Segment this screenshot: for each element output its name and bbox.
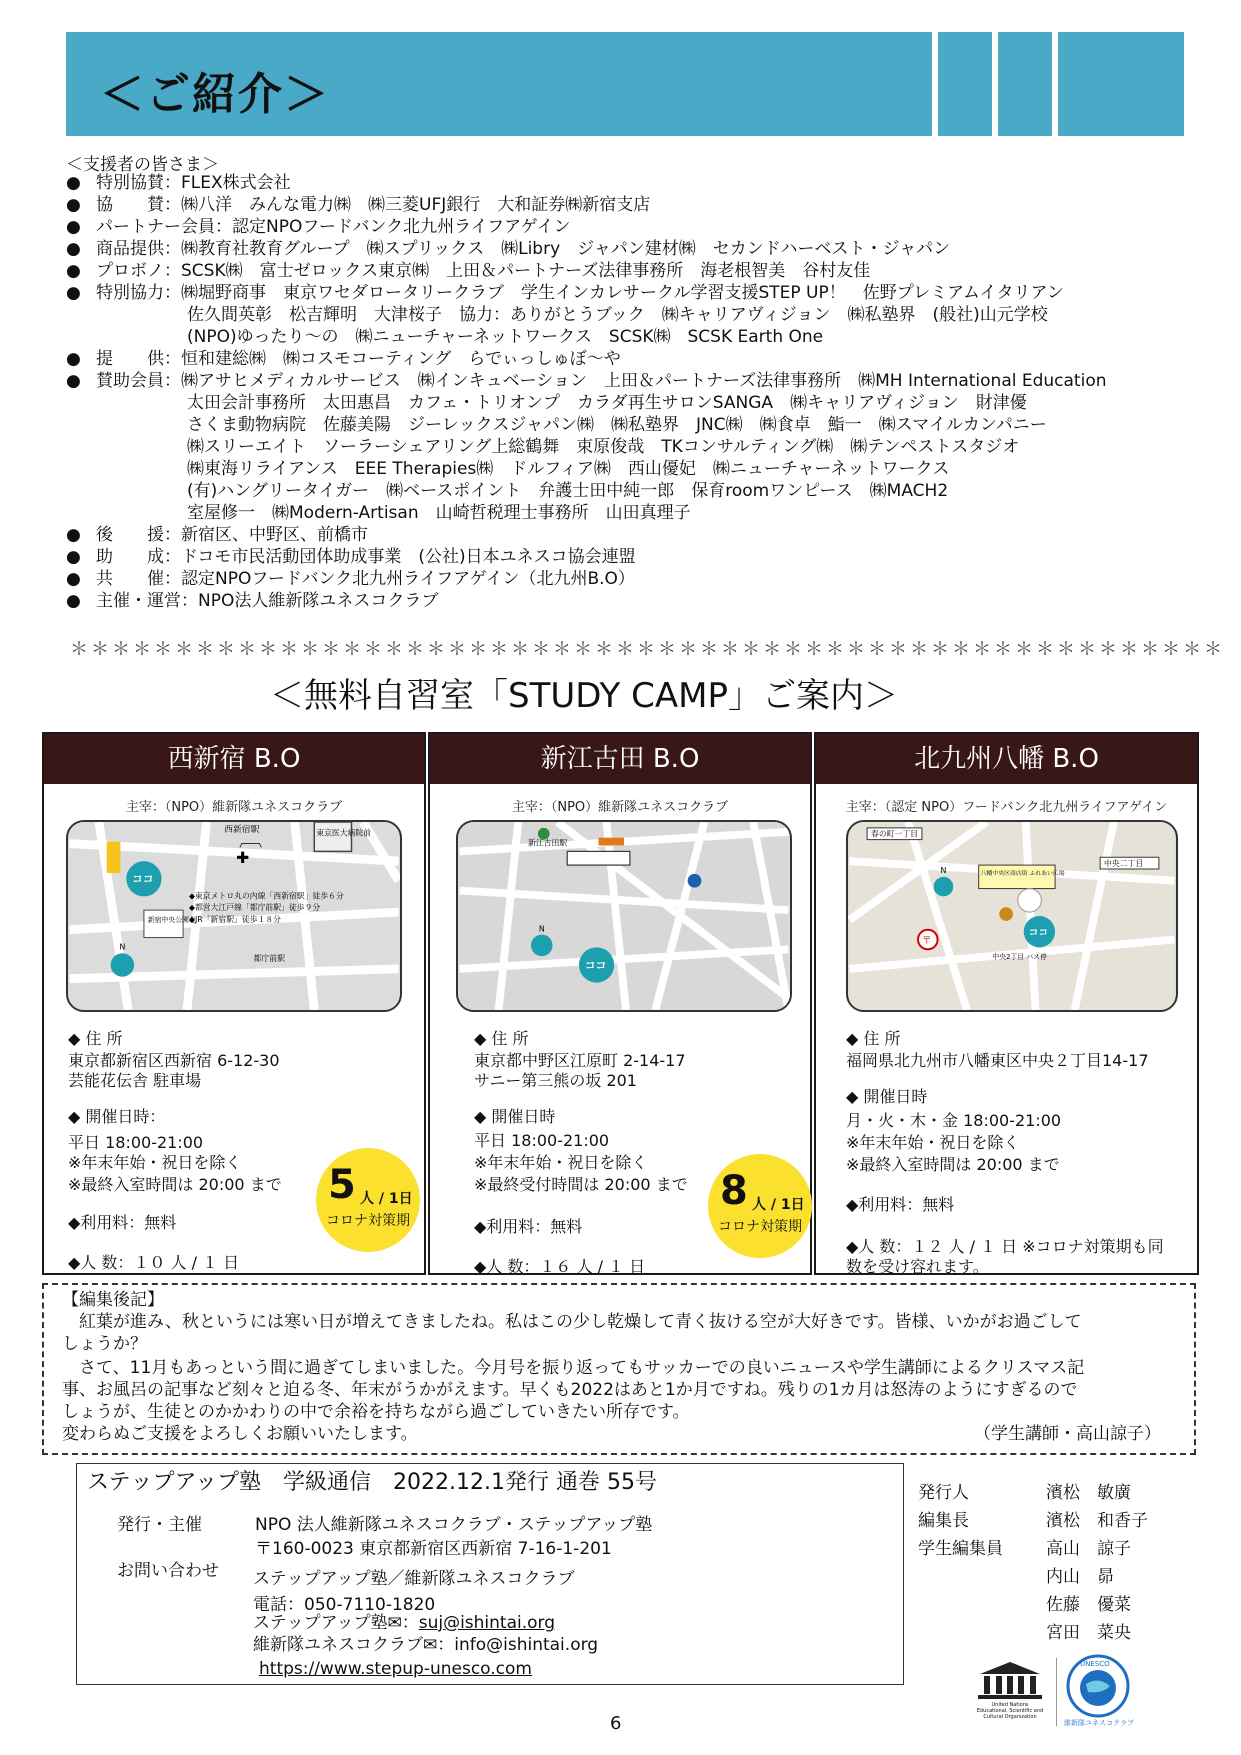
map-nishishinjuku (66, 820, 402, 1012)
here-label: ココ (132, 872, 154, 886)
address-line: 東京都中野区江原町 2-14-17 (474, 1051, 686, 1070)
capacity: ◆人 数：１６ 人 / １ 日 (474, 1257, 646, 1276)
hours-line: ※年末年始・祝日を除く (846, 1133, 1020, 1152)
map-access-2: ◆都営大江戸線「都庁前駅」徒歩９分 (188, 903, 321, 913)
header-block-3 (1058, 32, 1184, 136)
address-line: サニー第三熊の坂 201 (474, 1071, 637, 1090)
hours-line: 月・火・木・金 18:00-21:00 (846, 1111, 1062, 1130)
here-label: ココ (1028, 927, 1049, 939)
supporter-names: 室屋修一 ㈱Modern-Artisan 山崎哲税理士事務所 山田真理子 (187, 503, 691, 523)
afterword-line: しょうが、生徒とのかかわりの中で余裕を持ちながら過ごしていきたい所存です。 (62, 1402, 690, 1422)
location-sponsor: 主宰：（NPO）維新隊ユネスコクラブ (511, 800, 729, 815)
supporter-label: パートナー会員： (96, 217, 232, 237)
location-card-nishishinjuku (42, 732, 426, 1275)
north-label: N (538, 924, 545, 934)
capacity-badge (708, 1154, 812, 1258)
staff-name: 高山 諒子 (1046, 1539, 1131, 1559)
badge-number: 8 (720, 1168, 748, 1214)
contact-name: ステップアップ塾／維新隊ユネスコクラブ (253, 1569, 575, 1589)
bullet-icon: ● (66, 195, 81, 215)
address-label: ◆ 住 所 (846, 1029, 901, 1048)
capacity: ◆人 数：１０ 人 / １ 日 (68, 1253, 240, 1272)
hours-label: ◆ 開催日時 (846, 1087, 928, 1106)
north-label: N (119, 942, 126, 952)
supporter-names: 太田会計事務所 太田惠昌 カフェ・トリオンプ カラダ再生サロンSANGA ㈱キャリアヴィジョン 財津優 (187, 393, 1027, 413)
afterword-line: 紅葉が進み、秋というには寒い日が増えてきましたね。私はこの少し乾燥して青く抜ける空が大好きです。皆様、いかがお過ごして (62, 1312, 1082, 1332)
supporter-names: (NPO)ゆったり～の ㈱ニューチャーネットワークス SCSK㈱ SCSK Earth One (187, 327, 824, 347)
supporter-names: 認定NPOフードバンク北九州ライフアゲイン（北九州B.O） (181, 569, 635, 589)
afterword-line: 変わらぬご支援をよろしくお願いいたします。 (62, 1424, 418, 1444)
unesco-text-line: United Nations (991, 1702, 1029, 1708)
bullet-icon: ● (66, 261, 81, 281)
contact-phone: 電話：050-7110-1820 (253, 1595, 436, 1615)
study-camp-title: ＜無料自習室「STUDY CAMP」ご案内＞ (270, 676, 898, 716)
staff-name: 内山 昴 (1046, 1567, 1114, 1587)
supporter-label: 主催・運営： (96, 591, 198, 611)
afterword-line: しょうか？ (62, 1334, 147, 1354)
map-label-station1: 西新宿駅 (224, 824, 260, 835)
supporter-label: 賛助会員： (96, 371, 181, 391)
hours-label: ◆ 開催日時： (68, 1107, 166, 1126)
supporter-names: 佐久間英彰 松吉輝明 大津桜子 協力：ありがとうブック ㈱キャリアヴィジョン ㈱私塾界 (般社)山元学校 (187, 305, 1048, 325)
bullet-icon: ● (66, 239, 81, 259)
supporter-names: ドコモ市民活動団体助成事業 (公社)日本ユネスコ協会連盟 (181, 547, 636, 567)
supporter-names: ㈱スリーエイト ソーラーシェアリング上総鶴舞 束原俊哉 TKコンサルティング㈱ ㈱テンペストスタジオ (187, 437, 1020, 457)
supporter-names: 恒和建総㈱ ㈱コスモコーティング らでぃっしゅぼ～や (181, 349, 621, 369)
club-globe-icon (1066, 1654, 1130, 1718)
address-line: 芸能花伝舎 駐車場 (68, 1071, 202, 1090)
svg-text:✚: ✚ (235, 848, 250, 868)
staff-name: 濱松 敏廣 (1046, 1483, 1131, 1503)
bullet-icon: ● (66, 349, 81, 369)
address-line: 東京都新宿区西新宿 6-12-30 (68, 1051, 280, 1070)
badge-sub: コロナ対策期 (326, 1213, 410, 1229)
staff-name: 佐藤 優菜 (1046, 1595, 1131, 1615)
map-shinegota (456, 820, 792, 1012)
publication-info-box (76, 1463, 904, 1685)
website-link[interactable]: https://www.stepup-unesco.com (259, 1659, 532, 1679)
afterword-heading: 【編集後記】 (62, 1290, 164, 1310)
page-title: ＜ご紹介＞ (100, 69, 330, 120)
supporter-label: 特別協力： (96, 283, 181, 303)
badge-unit: 人 / 1日 (360, 1191, 413, 1207)
map-label-4: 中央2丁目 バス停 (992, 953, 1047, 962)
email-link-1[interactable]: suj@ishintai.org (418, 1613, 556, 1633)
contact-label: お問い合わせ (117, 1561, 219, 1581)
hours-label: ◆ 開催日時 (474, 1107, 556, 1126)
supporter-names: ㈱堀野商事 東京ワセダロータリークラブ 学生インカレサークル学習支援STEP UP！ 佐野プレミアムイタリアン (181, 283, 1064, 303)
hours-line: ※年末年始・祝日を除く (474, 1153, 648, 1172)
supporters-heading: ＜支援者の皆さま＞ (66, 155, 219, 175)
capacity-badge (316, 1148, 420, 1252)
map-label-station2: 都庁前駅 (253, 954, 285, 964)
capacity: ◆人 数：１２ 人 / １ 日 ※コロナ対策期も同 (846, 1237, 1164, 1256)
map-label-building: 東京医大病院前 (316, 828, 372, 838)
hours-line: ※最終入室時間は 20:00 まで (68, 1175, 282, 1194)
club-name: 維新隊ユネスコクラブ (1064, 1719, 1134, 1727)
badge-sub: コロナ対策期 (718, 1219, 802, 1235)
editors-afterword (42, 1283, 1196, 1455)
unesco-text-line: Cultural Organization (983, 1714, 1037, 1720)
location-sponsor: 主宰：（NPO）維新隊ユネスコクラブ (125, 800, 343, 815)
unesco-temple-icon (974, 1660, 1046, 1700)
divider: ＊＊＊＊＊＊＊＊＊＊＊＊＊＊＊＊＊＊＊＊＊＊＊＊＊＊＊＊＊＊＊＊＊＊＊＊＊＊＊＊＊＊＊＊＊＊＊＊＊＊＊＊＊＊＊ (70, 639, 1225, 660)
fee: ◆利用料：無料 (68, 1213, 177, 1232)
supporter-names: FLEX株式会社 (181, 173, 291, 193)
club-ring-text: UNESCO (1080, 1660, 1110, 1668)
supporter-label: 提 供： (96, 349, 181, 369)
map-label-3: 八幡中央区商店街 ふれあい広場 (980, 870, 1065, 877)
staff-role: 学生編集員 (918, 1539, 1003, 1559)
fee: ◆利用料：無料 (474, 1217, 583, 1236)
supporter-label: プロボノ： (96, 261, 181, 281)
supporter-label: 共 催： (96, 569, 181, 589)
publisher: NPO 法人維新隊ユネスコクラブ・ステップアップ塾 (255, 1515, 653, 1535)
fee: ◆利用料：無料 (846, 1195, 955, 1214)
supporter-names: ㈱東海リライアンス EEE Therapies㈱ ドルフィア㈱ 西山優妃 ㈱ニューチャーネットワークス (187, 459, 950, 479)
map-label-park: 新宿中央公園北 (147, 915, 196, 924)
badge-unit: 人 / 1日 (752, 1197, 805, 1213)
email-prefix: ステップアップ塾✉： (253, 1613, 419, 1633)
map-access-1: ◆東京メトロ丸の内線「西新宿駅」徒歩６分 (188, 891, 344, 901)
bullet-icon: ● (66, 547, 81, 567)
supporter-names: 認定NPOフードバンク北九州ライフアゲイン (232, 217, 571, 237)
bullet-icon: ● (66, 217, 81, 237)
location-sponsor: 主宰：（認定 NPO）フードバンク北九州ライフアゲイン (845, 800, 1168, 815)
publisher-label: 発行・主催 (117, 1515, 202, 1535)
staff-name: 濱松 和香子 (1046, 1511, 1148, 1531)
afterword-line: 事、お風呂の記事など刻々と迫る冬、年末がうかがえます。早くも2022はあと1か月ですね。残りの1カ月は怒涛のようにすぎるので (62, 1380, 1078, 1400)
map-label-station: 新江古田駅 (528, 838, 568, 848)
bullet-icon: ● (66, 569, 81, 589)
bullet-icon: ● (66, 173, 81, 193)
supporter-names: (有)ハングリータイガー ㈱ベースポイント 弁護士田中純一郎 保育roomワンピース ㈱MACH2 (187, 481, 949, 501)
club-logo (1066, 1654, 1138, 1728)
contact-email-1 (253, 1612, 555, 1634)
publication-line: ステップアップ塾 学級通信 2022.12.1発行 通巻 55号 (87, 1470, 657, 1495)
supporter-label: 後 援： (96, 525, 181, 545)
bullet-icon: ● (66, 525, 81, 545)
here-label: ココ (584, 958, 607, 972)
bullet-icon: ● (66, 371, 81, 391)
supporter-names: ㈱教育社教育グループ ㈱スプリックス ㈱Libry ジャパン建材㈱ セカンドハーベスト・ジャパン (181, 239, 951, 259)
hours-line: 平日 18:00-21:00 (474, 1131, 610, 1150)
staff-role: 発行人 (918, 1483, 969, 1503)
map-label-2: 中央二丁目 (1104, 859, 1144, 869)
supporter-label: 協 賛： (96, 195, 181, 215)
badge-number: 5 (328, 1162, 356, 1208)
supporter-label: 商品提供： (96, 239, 181, 259)
supporter-names: さくま動物病院 佐藤美陽 ジーレックスジャパン㈱ ㈱私塾界 JNC㈱ ㈱食卓 鮨一 ㈱スマイルカンパニー (187, 415, 1047, 435)
map-access-3: ◆JR「新宿駅」徒歩１８分 (188, 914, 282, 924)
page-number: 6 (610, 1713, 622, 1734)
north-label: N (940, 865, 947, 875)
map-label-1: 春の町一丁目 (871, 829, 918, 839)
hours-line: ※最終受付時間は 20:00 まで (474, 1175, 688, 1194)
bullet-icon: ● (66, 283, 81, 303)
header-block-2 (998, 32, 1052, 136)
map-yahata (846, 820, 1178, 1012)
location-name: 新江古田 B.O (430, 734, 810, 784)
supporter-names: ㈱アサヒメディカルサービス ㈱インキュベーション 上田＆パートナーズ法律事務所 ㈱MH International Education (181, 371, 1107, 391)
hours-line: ※最終入室時間は 20:00 まで (846, 1155, 1060, 1174)
staff-name: 宮田 菜央 (1046, 1623, 1131, 1643)
location-card-yahata (814, 732, 1199, 1275)
capacity-note: 数を受け容れます。 (846, 1257, 989, 1276)
logo-separator (1056, 1658, 1057, 1726)
supporter-names: 新宿区、中野区、前橋市 (181, 525, 368, 545)
supporter-label: 助 成： (96, 547, 181, 567)
supporter-label: 特別協賛： (96, 173, 181, 193)
contact-email-2: 維新隊ユネスコクラブ✉：info@ishintai.org (253, 1635, 599, 1655)
header-block-1 (938, 32, 992, 136)
supporter-names: NPO法人維新隊ユネスコクラブ (198, 591, 439, 611)
afterword-line: さて、11月もあっという間に過ぎてしまいました。今月号を振り返ってもサッカーでの良いニュースや学生講師によるクリスマス記 (62, 1358, 1085, 1378)
afterword-signature: （学生講師・高山諒子） (974, 1424, 1161, 1444)
publisher-address: 〒160-0023 東京都新宿区西新宿 7-16-1-201 (255, 1539, 612, 1559)
location-name: 西新宿 B.O (44, 734, 424, 784)
address-label: ◆ 住 所 (474, 1029, 529, 1048)
staff-role: 編集長 (918, 1511, 969, 1531)
unesco-logo (974, 1660, 1046, 1726)
address-line: 福岡県北九州市八幡東区中央２丁目14-17 (846, 1051, 1149, 1070)
bullet-icon: ● (66, 591, 81, 611)
unesco-text-line: Educational, Scientific and (976, 1708, 1044, 1714)
hours-line: ※年末年始・祝日を除く (68, 1153, 242, 1172)
hours-line: 平日 18:00-21:00 (68, 1133, 204, 1152)
location-name: 北九州八幡 B.O (816, 734, 1197, 784)
supporter-names: ㈱八洋 みんな電力㈱ ㈱三菱UFJ銀行 大和証券㈱新宿支店 (181, 195, 651, 215)
location-card-shinegota (428, 732, 812, 1275)
address-label: ◆ 住 所 (68, 1029, 123, 1048)
supporter-names: SCSK㈱ 富士ゼロックス東京㈱ 上田＆パートナーズ法律事務所 海老根智美 谷村友佳 (181, 261, 871, 281)
post-icon: 〒 (921, 935, 932, 947)
